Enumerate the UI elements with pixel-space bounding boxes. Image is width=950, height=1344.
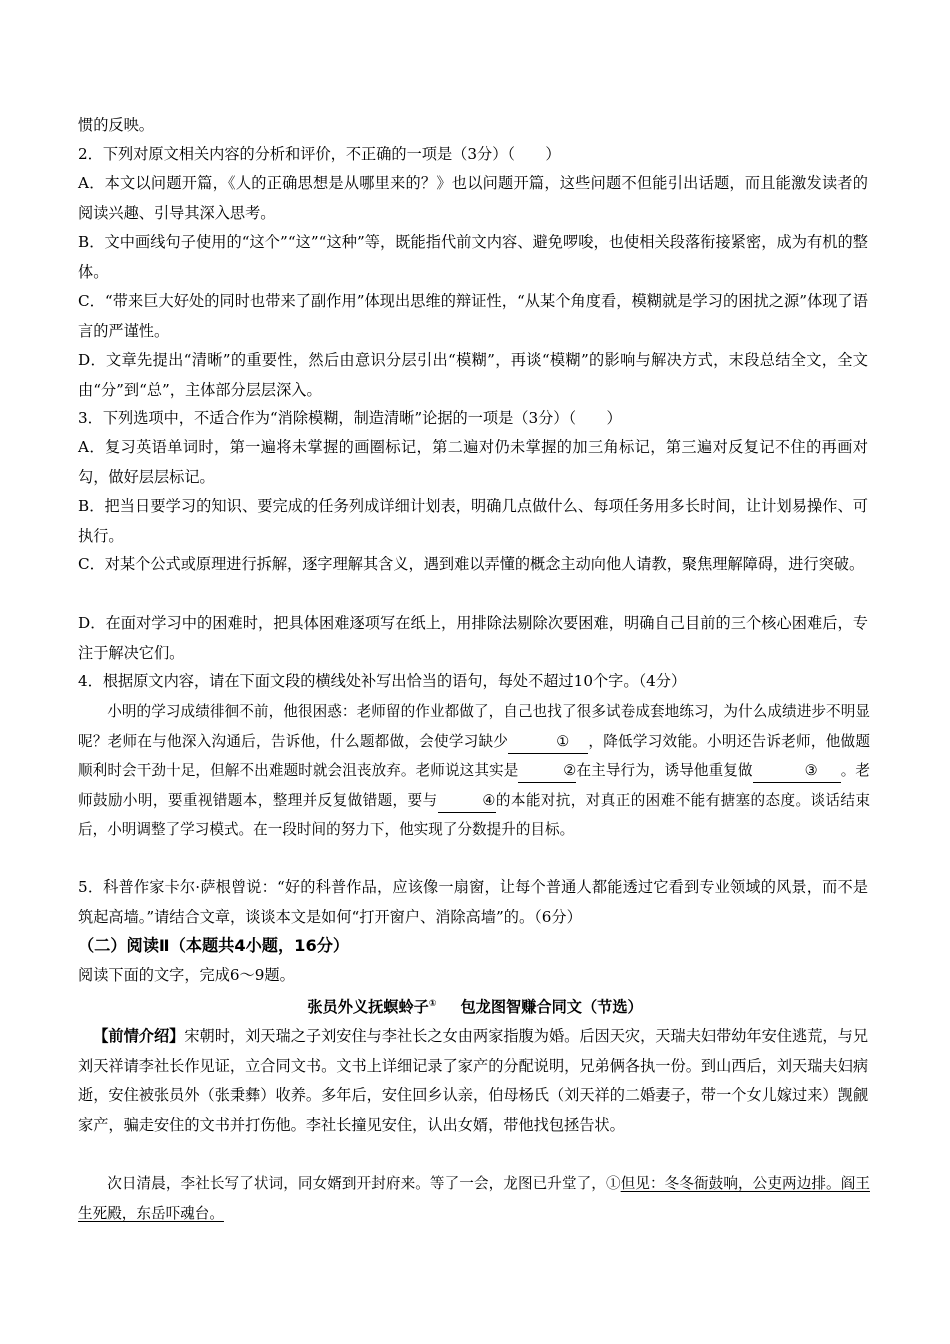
- option-2d: D．文章先提出“清晰”的重要性，然后由意识分层引出“模糊”，再谈“模糊”的影响与解决方式，末段总结全文，全文由“分”到“总”，主体部分层层深入。: [78, 351, 868, 399]
- option-3d: D．在面对学习中的困难时，把具体困难逐项写在纸上，用排除法剔除次要困难，明确自己目前的三个核心困难后，专注于解决它们。: [78, 614, 868, 662]
- blank-2[interactable]: ②: [518, 760, 576, 783]
- option-3b: B．把当日要学习的知识、要完成的任务列成详细计划表，明确几点做什么、每项任务用多长时间，让计划易操作、可执行。: [78, 497, 868, 545]
- title-part-2: 包龙图智赚合同文（节选）: [460, 998, 643, 1016]
- question-5: 5．科普作家卡尔·萨根曾说：“好的科普作品，应该像一扇窗，让每个普通人都能透过它看到专业领域的风景，而不是筑起高墙。”请结合文章，谈谈本文是如何“打开窗户、消除高墙”的。（6分）: [78, 878, 868, 926]
- option-2b: B．文中画线句子使用的“这个”“这”“这种”等，既能指代前文内容、避免啰唆，也使相关段落衔接紧密，成为有机的整体。: [78, 233, 868, 281]
- underlined-sentence: 但见：冬冬衙鼓响，公吏两边排。阎王生死殿，东岳吓魂台。: [78, 1175, 870, 1222]
- section-heading: （二）阅读Ⅱ（本题共4小题，16分）: [78, 936, 350, 955]
- instruction-text: 阅读下面的文字，完成6～9题。: [78, 966, 295, 984]
- blank-3[interactable]: ③: [753, 760, 841, 783]
- passage-text: 小明的学习成绩徘徊不前，他很困惑：老师留的作业都做了，自己也找了很多试卷成套地练习，为什么成绩进步不明显呢？老师在与他深入沟通后，告诉他，什么题都做，会使学习缺少: [78, 703, 870, 750]
- question-4: 4．根据原文内容，请在下面文段的横线处补写出恰当的语句，每处不超过10个字。（4分）: [78, 672, 687, 690]
- passage-text: ，降低学习效能。小明还告诉老师，他做题顺利时会干劲十足，但解不出难题时就会沮丧放弃。老师说这其实是: [78, 732, 870, 779]
- intro-label: 【前情介绍】: [93, 1027, 185, 1045]
- passage-text: 在主导行为，诱导他重复做: [576, 762, 753, 779]
- fill-in-passage: [78, 697, 870, 845]
- passage-text: 的本能对抗，对真正的困难不能有搪塞的态度。谈话结束后，小明调整了学习模式。在一段时间的努力下，他实现了分数提升的目标。: [78, 791, 870, 838]
- option-3c: C．对某个公式或原理进行拆解，逐字理解其含义，遇到难以弄懂的概念主动向他人请教，聚焦理解障碍，进行突破。: [78, 555, 865, 573]
- story-paragraph: [78, 1169, 870, 1228]
- sentence-mark: ①: [605, 1175, 621, 1192]
- title-part-1: 张员外义抚螟蛉子: [307, 998, 429, 1016]
- intro-paragraph: [78, 1022, 868, 1140]
- intro-text: 宋朝时，刘天瑞之子刘安住与李社长之女由两家指腹为婚。后因天灾，天瑞夫妇带幼年安住逃荒，与兄刘天祥请李社长作见证，立合同文书。文书上详细记录了家产的分配说明，兄弟俩各执一份。到山西后，刘天瑞夫妇病逝，安住被张员外（张秉彝）收养。多年后，安住回乡认亲，伯母杨氏（刘天祥的二婚妻子，带一个女儿嫁过来）觊觎家产，骗走安住的文书并打伤他。李社长撞见安住，认出女婿，带他找包拯告状。: [78, 1027, 869, 1134]
- story-text: 次日清晨，李社长写了状词，同女婿到开封府来。等了一会，龙图已升堂了，: [107, 1175, 606, 1192]
- blank-4[interactable]: ④: [438, 790, 496, 813]
- option-2c: C．“带来巨大好处的同时也带来了副作用”体现出思维的辩证性，“从某个角度看，模糊就是学习的困扰之源”体现了语言的严谨性。: [78, 292, 868, 340]
- blank-1[interactable]: ①: [508, 731, 588, 754]
- question-3: 3．下列选项中，不适合作为“消除模糊，制造清晰”论据的一项是（3分）（ ）: [78, 409, 622, 427]
- question-2: 2．下列对原文相关内容的分析和评价，不正确的一项是（3分）（ ）: [78, 145, 561, 163]
- passage-text: 。老师鼓励小明，要重视错题本，整理并反复做错题，要与: [78, 762, 870, 809]
- passage-title: [0, 993, 950, 1022]
- option-2a: A．本文以问题开篇，《人的正确思想是从哪里来的？》也以问题开篇，这些问题不但能引出话题，而且能激发读者的阅读兴趣、引导其深入思考。: [78, 174, 868, 222]
- option-3a: A．复习英语单词时，第一遍将未掌握的画圈标记，第二遍对仍未掌握的加三角标记，第三遍对反复记不住的再画对勾，做好层层标记。: [78, 438, 868, 486]
- footnote-mark: ①: [428, 999, 437, 1009]
- text-line: 惯的反映。: [78, 116, 154, 134]
